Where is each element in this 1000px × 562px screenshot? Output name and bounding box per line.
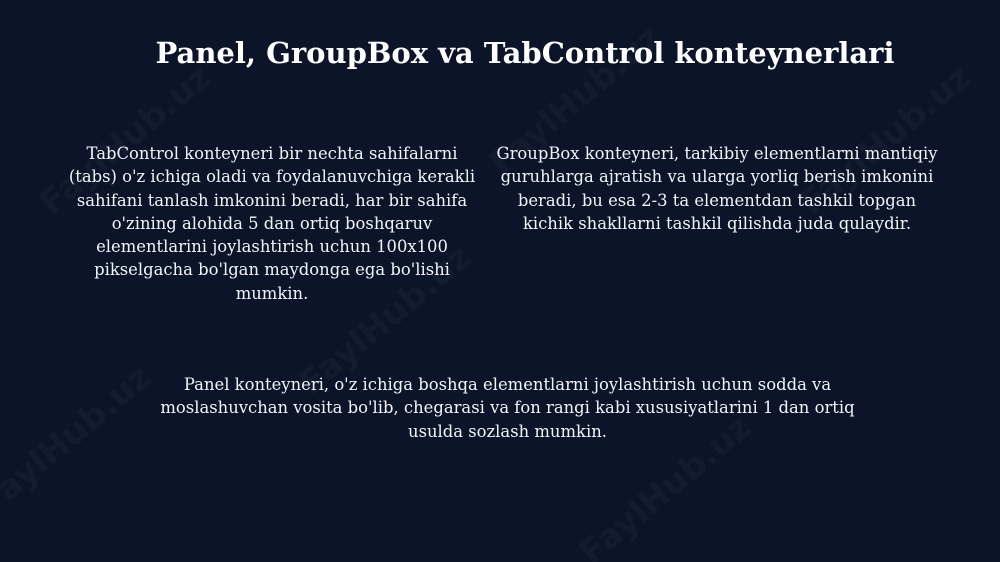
watermark-text (0, 357, 159, 523)
slide-title: Panel, GroupBox va TabControl konteynerlari (155, 36, 895, 70)
panel-description: Panel konteyneri, o'z ichiga boshqa elementlarni joylashtirish uchun sodda va moslashuvchan vosita bo'lib, chegarasi va fon rangi kabi xususiyatlarini 1 dan ortiq usulda sozlash mumkin. (160, 375, 855, 441)
tabcontrol-description: TabControl konteyneri bir nechta sahifalarni (tabs) o'z ichiga oladi va foydalanuvchiga kerakli sahifani tanlash imkonini beradi, har bir sahifa o'zining alohida 5 dan ortiq boshqaruv elementlarini joylashtirish uchun 100x100 pikselgacha bo'lgan maydonga ega bo'lishi mumkin. (68, 144, 476, 303)
groupbox-description: GroupBox konteyneri, tarkibiy elementlarni mantiqiy guruhlarga ajratish va ularga yorliq berish imkonini beradi, bu esa 2-3 ta elementdan tashkil topgan kichik shakllarni tashkil qilishda juda qulaydir. (496, 144, 938, 233)
